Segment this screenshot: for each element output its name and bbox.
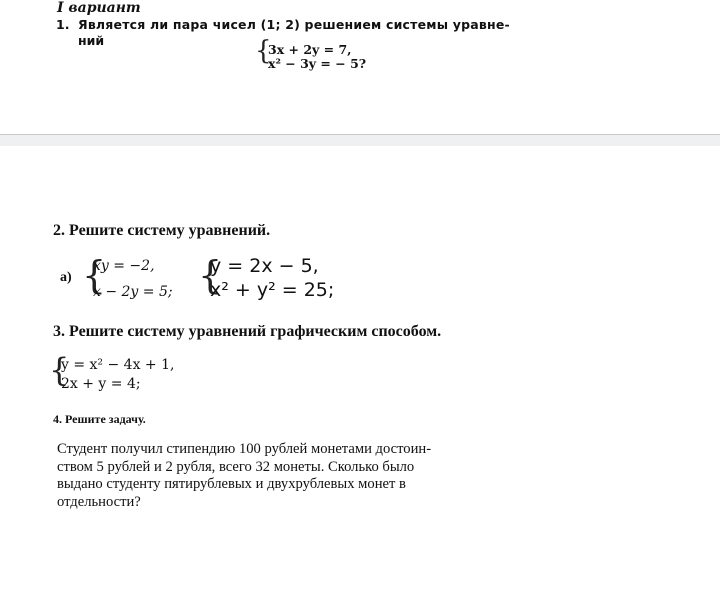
worksheet-page-1 [0,0,720,135]
question-2-part-a-label: а) [60,270,72,285]
question-3-equation-1: y = x² − 4x + 1, [61,357,175,373]
worksheet-page-2 [0,146,720,604]
question-1-text: Является ли пара чисел (1; 2) решением системы уравне- [78,17,510,32]
question-4-problem-text [57,441,477,511]
system-b-equation-1: y = 2x − 5, [210,255,319,277]
question-2-heading: 2. Решите систему уравнений. [53,222,271,239]
question-1-text-continued: ний [78,33,105,48]
question-3-system-brace: { [49,351,70,389]
question-1-number: 1. [56,17,70,32]
system-a-brace: { [82,253,107,297]
question-4-heading: 4. Решите задачу. [53,412,146,426]
question-1-system-brace: { [255,36,272,66]
problem-line-4: отдельности? [57,493,141,510]
system-a-equation-2: x − 2y = 5; [93,284,173,300]
problem-line-2: ством 5 рублей и 2 рубля, всего 32 монеты. Сколько было [57,458,415,475]
variant-title: I вариант [57,0,141,16]
problem-line-3: выдано студенту пятирублевых и двухрублевых монет в [57,476,406,492]
system-a-equation-1: xy = −2, [93,258,155,274]
system-b-equation-2: x² + y² = 25; [210,279,335,301]
question-1-equation-1: 3x + 2y = 7, [268,42,352,57]
problem-line-1: Студент получил стипендию 100 рублей монетами достоин- [57,441,432,457]
system-b-brace: { [198,253,223,297]
question-3-heading: 3. Решите систему уравнений графическим способом. [53,323,442,340]
question-1-equation-2: x² − 3y = − 5? [268,56,367,71]
question-3-equation-2: 2x + y = 4; [61,376,141,392]
